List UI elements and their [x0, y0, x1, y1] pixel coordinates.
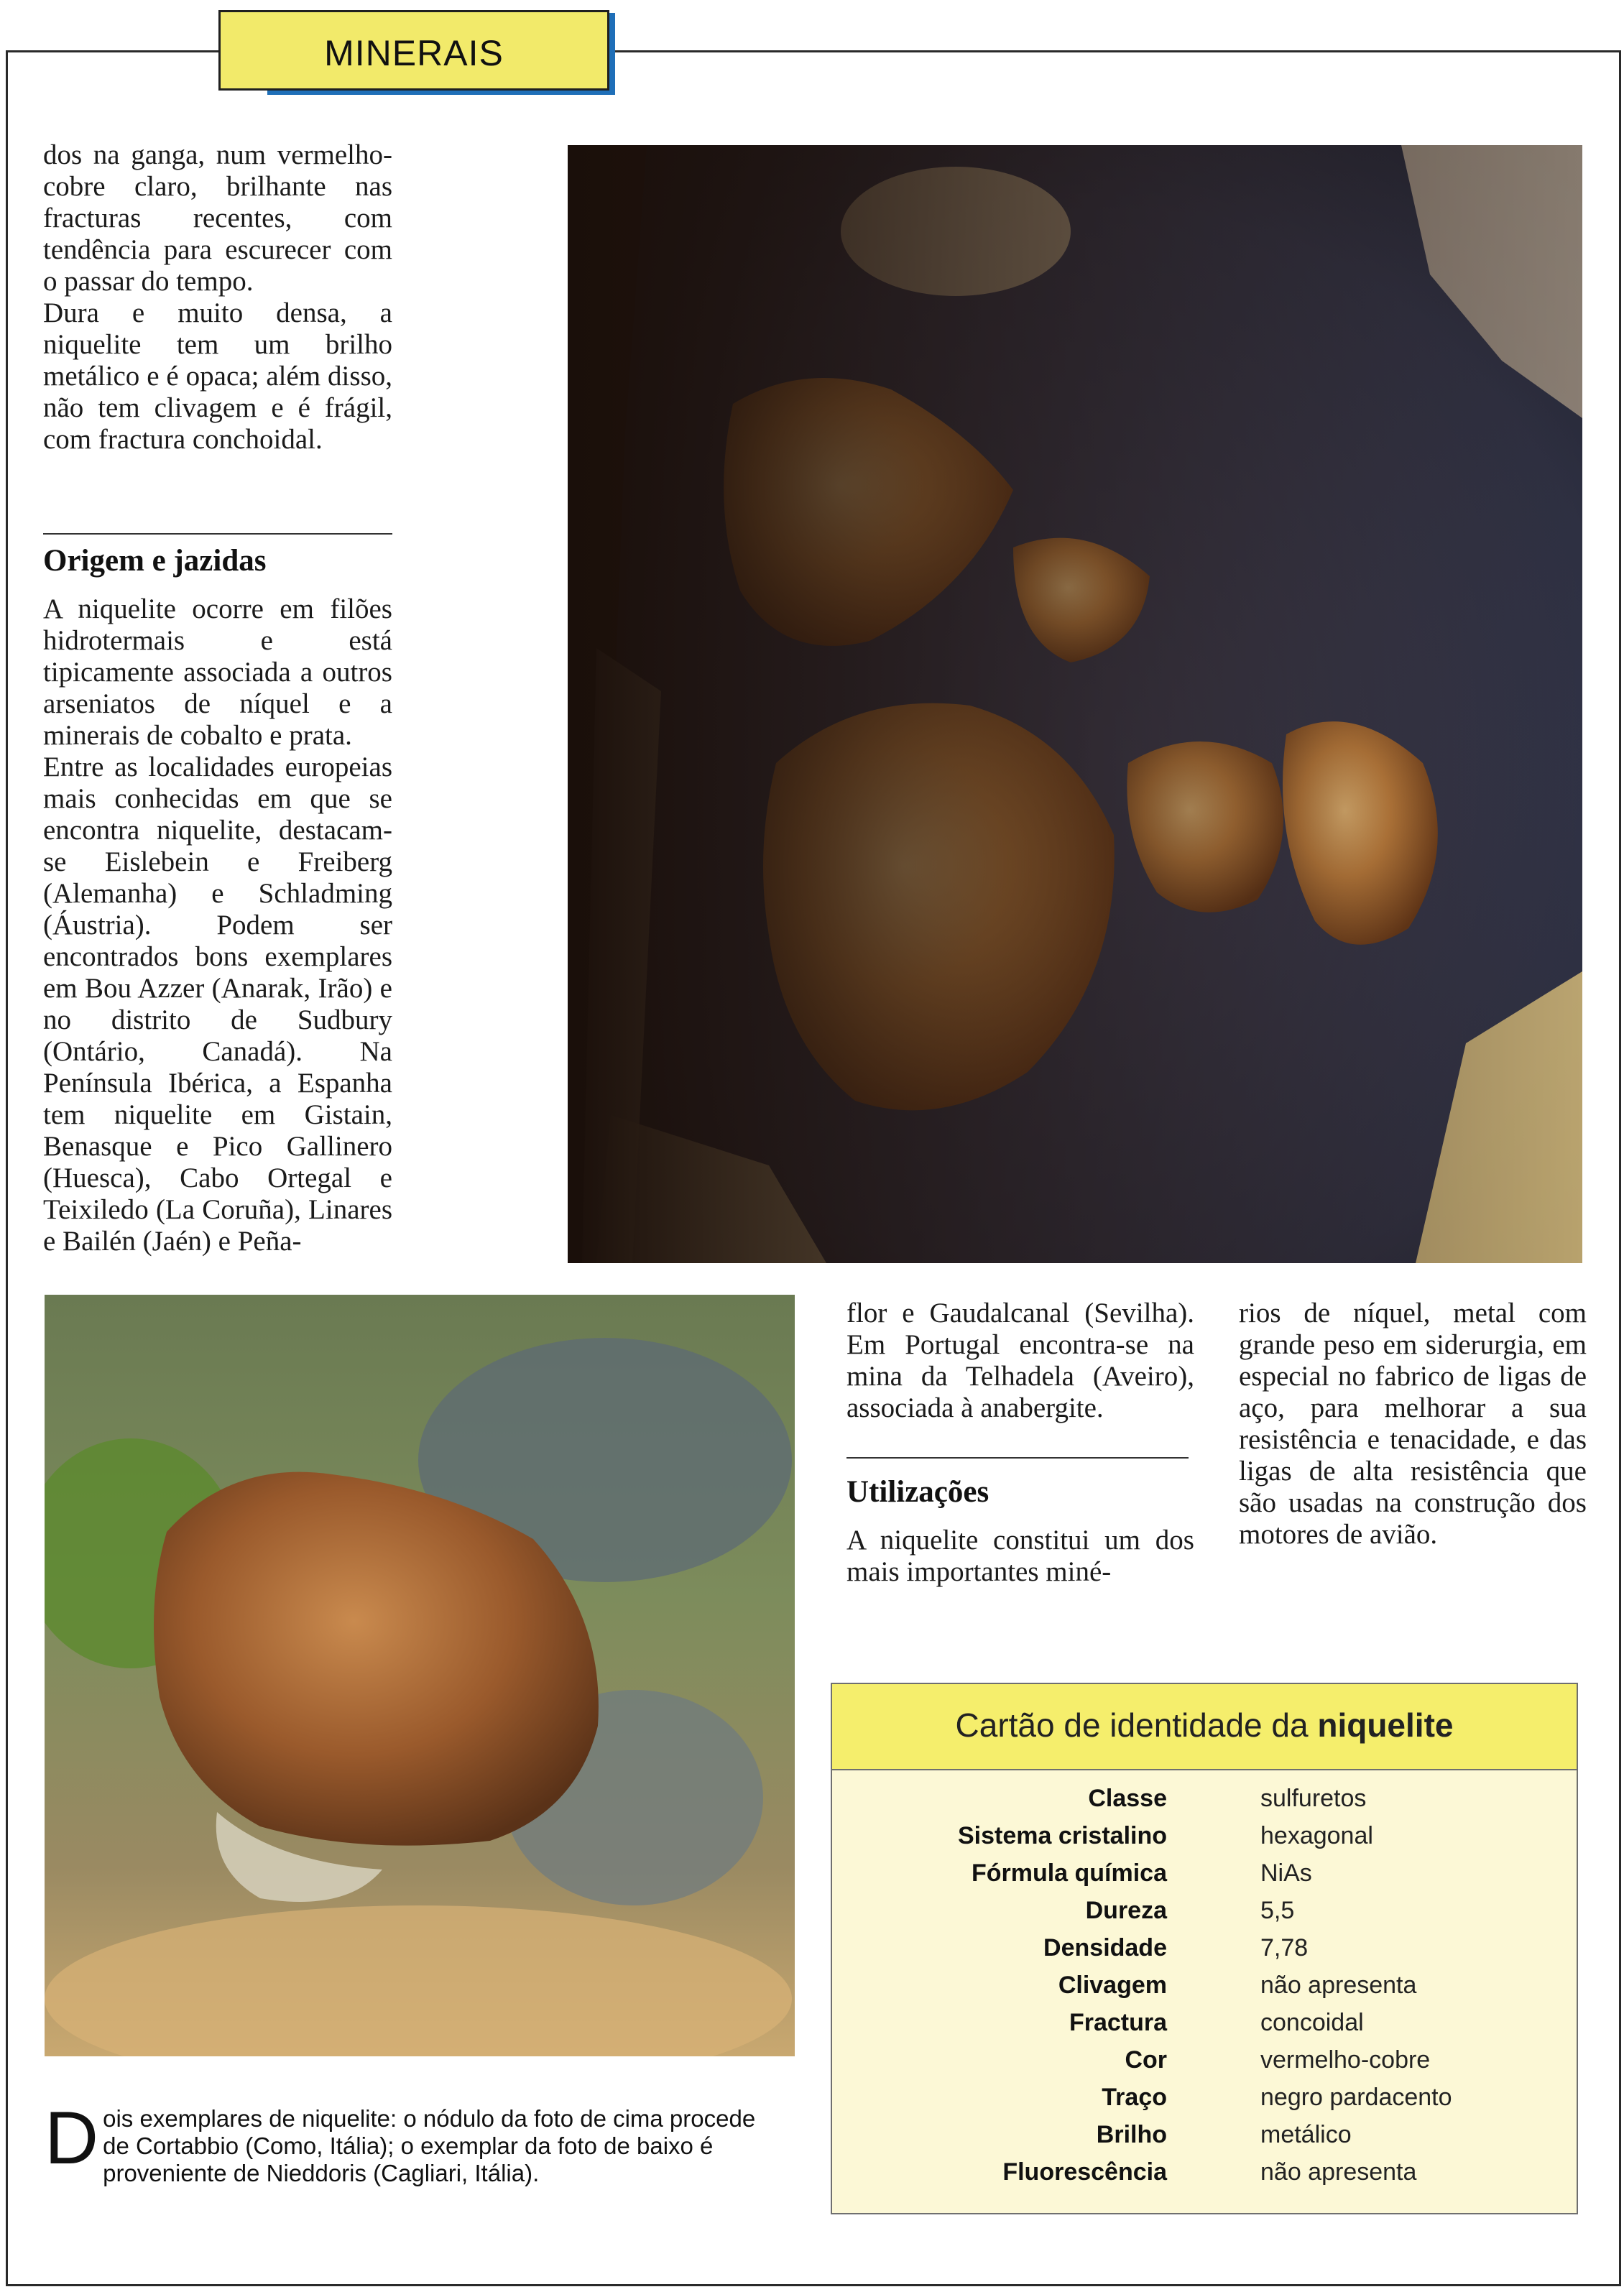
origin-paragraph-1: A niquelite ocorre em filões hidrotermais e está tipicamente associada a outros arseniatos de níquel e a minerais de cobalto e prata. — [43, 593, 392, 751]
photo-niquelite-nieddoris — [45, 1295, 795, 2056]
card-row-label: Fluorescência — [1002, 2158, 1167, 2186]
heading-origin: Origem e jazidas — [43, 544, 267, 578]
card-row-value: NiAs — [1260, 1859, 1312, 1887]
identity-card-title-prefix: Cartão de identidade da — [955, 1706, 1309, 1744]
section-tab — [218, 10, 609, 91]
card-row-value: 5,5 — [1260, 1897, 1295, 1924]
card-row-value: metálico — [1260, 2121, 1352, 2148]
identity-card-mineral: niquelite — [1317, 1706, 1454, 1744]
card-row-value: não apresenta — [1260, 2158, 1417, 2186]
heading-uses: Utilizações — [846, 1475, 989, 1509]
card-row — [832, 2046, 1577, 2084]
card-row-value: sulfuretos — [1260, 1785, 1367, 1812]
card-row — [832, 1785, 1577, 1822]
section-title: MINERAIS — [324, 33, 504, 73]
card-row-value: concoidal — [1260, 2009, 1364, 2036]
card-row-label: Fractura — [1069, 2009, 1167, 2036]
card-row-label: Dureza — [1085, 1897, 1167, 1924]
middle-column-bottom — [846, 1525, 1194, 1588]
intro-paragraph-2: Dura e muito densa, a niquelite tem um brilho metálico e é opaca; além disso, não tem clivagem e é frágil, com fractura conchoidal. — [43, 297, 392, 455]
caption-text: ois exemplares de niquelite: o nódulo da foto de cima procede de Cortabbio (Como, Itália); o exemplar da foto de baixo é proveniente de Nieddoris (Cagliari, Itália). — [103, 2105, 756, 2186]
photo-caption — [45, 2097, 785, 2187]
section-rule-uses — [846, 1457, 1189, 1459]
frame-left — [6, 50, 8, 2286]
intro-paragraph-1: dos na ganga, num vermelho-cobre claro, brilhante nas fracturas recentes, com tendência para escurecer com o passar do tempo. — [43, 139, 392, 297]
card-row-label: Classe — [1088, 1785, 1167, 1812]
card-row — [832, 1897, 1577, 1934]
frame-top-left — [6, 50, 221, 52]
card-row-label: Sistema cristalino — [957, 1822, 1167, 1849]
card-row — [832, 2158, 1577, 2196]
card-row-label: Clivagem — [1058, 1972, 1167, 1999]
photo-niquelite-cortabbio — [568, 145, 1582, 1263]
identity-card-title — [832, 1706, 1577, 1745]
card-row — [832, 2009, 1577, 2046]
card-row — [832, 1972, 1577, 2009]
section-rule-origin — [43, 533, 392, 535]
frame-right — [1619, 50, 1621, 2286]
frame-top-right — [615, 50, 1621, 52]
card-row — [832, 1822, 1577, 1859]
left-column-body — [43, 593, 392, 1257]
card-row-label: Brilho — [1096, 2121, 1167, 2148]
card-row — [832, 1934, 1577, 1972]
card-row-label: Fórmula química — [971, 1859, 1167, 1887]
card-row-label: Densidade — [1043, 1934, 1167, 1961]
card-row — [832, 2084, 1577, 2121]
caption-dropcap: D — [45, 2097, 99, 2180]
card-row-value: negro pardacento — [1260, 2084, 1452, 2111]
identity-card — [831, 1683, 1578, 2214]
card-row-label: Cor — [1125, 2046, 1167, 2074]
card-row-value: 7,78 — [1260, 1934, 1309, 1961]
card-row-value: vermelho-cobre — [1260, 2046, 1431, 2074]
middle-paragraph-1: flor e Gaudalcanal (Sevilha). Em Portugal encontra-se na mina da Telhadela (Aveiro), associada à anabergite. — [846, 1298, 1194, 1423]
right-paragraph: rios de níquel, metal com grande peso em siderurgia, em especial no fabrico de ligas de aço, para melhorar a sua resistência e tenacidade, e das ligas de alta resistência que são usadas na construção dos motores de avião. — [1239, 1298, 1587, 1550]
card-row — [832, 2121, 1577, 2158]
left-column-intro — [43, 139, 392, 456]
identity-card-rows — [832, 1785, 1577, 2196]
card-row — [832, 1859, 1577, 1897]
frame-bottom — [6, 2284, 1621, 2286]
card-row-label: Traço — [1102, 2084, 1167, 2111]
card-row-value: não apresenta — [1260, 1972, 1417, 1999]
middle-column-top — [846, 1298, 1194, 1424]
origin-paragraph-2: Entre as localidades europeias mais conhecidas em que se encontra niquelite, destacam-se Eislebein e Freiberg (Alemanha) e Schladming (Áustria). Podem ser encontrados bons exemplares em Bou Azzer (Anarak, Irão) e no distrito de Sudbury (Ontário, Canadá). Na Península Ibérica, a Espanha tem niquelite em Gistain, Benasque e Pico Gallinero (Huesca), Cabo Ortegal e Teixiledo (La Coruña), Linares e Bailén (Jaén) e Peña- — [43, 752, 392, 1257]
card-row-value: hexagonal — [1260, 1822, 1373, 1849]
identity-card-header — [832, 1684, 1577, 1770]
middle-paragraph-2: A niquelite constitui um dos mais importantes miné- — [846, 1525, 1194, 1587]
right-column — [1239, 1298, 1587, 1551]
